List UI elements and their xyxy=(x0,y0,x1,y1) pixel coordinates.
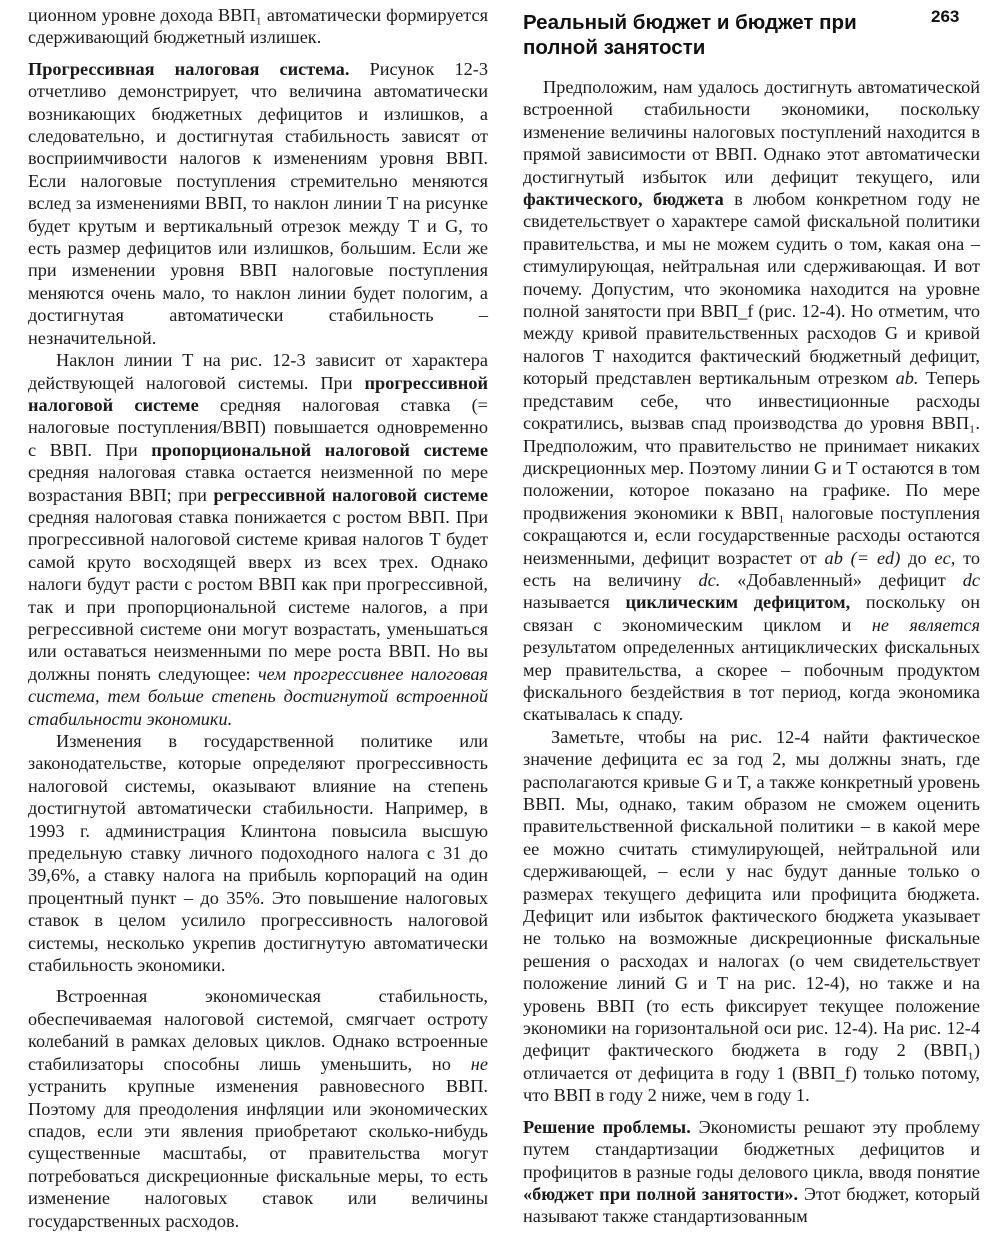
text-run: Экономисты решают эту проблему путем стандартизации бюджетных дефицитов и профицитов в разные годы делового цикла, вводя понятие xyxy=(523,1116,980,1182)
paragraph-policy-changes: Изменения в государственной политике или законодательстве, которые определяют прогрессивность налоговой системы, оказывают влияние на степень достигнутой автоматически стабильности. Например, в 1993 г. администрация Клинтона повысила высшую предельную ставку личного подоходного налога с 31 до 39,6%, а ставку налога на прибыль корпораций на один процентный пункт – до 35%. Это повышение налоговых ставок в целом усилило прогрессивность налоговой системы, несколько укрепив достигнутую автоматически стабильность экономики. xyxy=(28,731,488,976)
term-cyclical-deficit: циклическим дефицитом, xyxy=(625,592,851,613)
paragraph-text: Рисунок 12-3 отчетливо демонстрирует, что величина автоматически возникающих бюджетных дефицитов и излишков, а следовательно, и достигнутая стабильность зависят от восприимчивости налогов к изменениям уровня ВВП. Если налоговые поступления стремительно меняются вслед за изменениями ВВП, то наклон линии T на рисунке будет крутым и вертикальный отрезок между T и G, то есть размер дефицитов или излишков, большим. Если же при изменении уровня ВВП налоговые поступления меняются очень мало, то наклон линии будет пологим, а достигнутая автоматически стабильность – незначительной. xyxy=(28,58,488,348)
runin-heading-solution: Решение проблемы. xyxy=(523,1116,691,1137)
segment-ab-ed: ab (= ed) xyxy=(824,547,901,568)
segment-ec: ec, xyxy=(934,547,956,568)
term-progressive-tax: прогрессивной налоговой системе xyxy=(28,372,488,415)
term-full-employment-budget: «бюджет при полной занятости». xyxy=(523,1183,799,1204)
segment-ab: ab. xyxy=(895,368,919,389)
right-column xyxy=(523,76,980,1228)
text-run: то есть на величину xyxy=(523,547,981,590)
section-heading: Реальный бюджет и бюджет при полной занятости xyxy=(523,11,857,59)
runin-heading-progressive-tax: Прогрессивная налоговая система. xyxy=(28,58,350,79)
text-run: называется xyxy=(523,592,610,613)
emphasis-conclusion: чем прогрессивнее налоговая система, тем больше степень достигнутой встроенной стабильности экономики. xyxy=(28,663,488,729)
paragraph-progressive-tax xyxy=(28,58,488,349)
text-run: до xyxy=(908,547,927,568)
paragraph-solution xyxy=(523,1116,980,1228)
paragraph-continuation: ционном уровне дохода ВВП₁ автоматически формируется сдерживающий бюджетный излишек. xyxy=(28,5,488,48)
text-run: средняя налоговая ставка понижается с ростом ВВП. При прогрессивной налоговой системе кривая налогов T будет самой круто восходящей вверх из всех трех. Однако налоги будут расти с ростом ВВП как при прогрессивной, так и при пропорциональной системе налогов, а при регрессивной системе они могут возрастать, уменьшаться или оставаться неизменными по мере роста ВВП. Но вы должны понять следующее: xyxy=(28,506,488,684)
emphasis-is-not: не является xyxy=(871,614,981,635)
text-run: результатом определенных антициклических фискальных мер правительства, а скорее – побочным продуктом фискального бездействия в тот период, когда экономика скатывалась к спаду. xyxy=(523,637,980,725)
paragraph-actual-budget xyxy=(523,76,980,726)
paragraph-note-deficit: Заметьте, чтобы на рис. 12-4 найти фактическое значение дефицита ec за год 2, мы должны знать, где располагаются кривые G и T, а также конкретный уровень ВВП. Мы, однако, таким образом не сможем оценить правительственной фискальной политики – в какой мере ее можно считать стимулирующей, нейтральной или сдерживающей, – если у нас будут данные только о размерах текущего дефицита или профицита бюджета. Дефицит или избыток фактического бюджета указывает не только на возможные дискреционные фискальные решения о расходах и налогах (о чем свидетельствует положение линий G и T на рис. 12-4), но также и на уровень ВВП (то есть фиксирует текущее положение экономики на горизонтальной оси рис. 12-4). На рис. 12-4 дефицит фактического бюджета в году 2 (ВВП₁) отличается от дефицита в году 1 (ВВП_f) только потому, что ВВП в году 2 ниже, чем в году 1. xyxy=(523,726,980,1106)
text-run: «Добавленный» дефицит xyxy=(737,569,946,590)
term-proportional-tax: пропорциональной налоговой системе xyxy=(151,439,488,460)
text-run: Теперь представим себе, что инвестиционные расходы сократились, вызвав спад производства до уровня ВВП₁. Предположим, что правительство не принимает никаких дискреционных мер. Поэтому линии G и T остаются в том положении, которое показано на графике. По мере продвижения экономики к ВВП₁ налоговые поступления сокращаются и, если государственные расходы остаются неизменными, дефицит возрастет от xyxy=(523,368,980,568)
paragraph-builtin-stability xyxy=(28,985,488,1231)
text-run: средняя налоговая ставка (= налоговые поступления/ВВП) повышается одновременно с ВВП. При xyxy=(28,394,488,460)
text-run: в любом конкретном году не свидетельствует о характере самой фискальной политики правительства, и мы не можем судить о том, какая она – стимулирующая, нейтральная или сдерживающая. И вот почему. Допустим, что экономика находится на уровне полной занятости при ВВП_f (рис. 12-4). Но отметим, что между кривой правительственных расходов G и кривой налогов T находится фактический бюджетный дефицит, который представлен вертикальным отрезком xyxy=(523,189,980,389)
segment-dc: dc. xyxy=(698,569,721,590)
paragraph-slope-t xyxy=(28,349,488,730)
text-run: Наклон линии T на рис. 12-3 зависит от характера действующей налоговой системы. При xyxy=(28,350,488,393)
term-regressive-tax: регрессивной налоговой системе xyxy=(213,484,488,505)
segment-dc-2: dc xyxy=(962,569,981,590)
left-column xyxy=(28,4,488,1232)
text-run: Предположим, нам удалось достигнуть автоматической встроенной стабильности экономики, поскольку изменение величины налоговых поступлений находится в прямой зависимости от ВВП. Однако этот автоматически достигнутый избыток или дефицит текущего, или xyxy=(523,77,980,187)
emphasis-not: не xyxy=(470,1053,488,1074)
text-run: Этот бюджет, который называют также стандартизованным xyxy=(523,1183,980,1227)
page-number: 263 xyxy=(931,7,960,26)
text-run: средняя налоговая ставка остается неизменной по мере возрастания ВВП; при xyxy=(28,462,488,505)
text-run: Встроенная экономическая стабильность, обеспечиваемая налоговой системой, смягчает остроту колебаний в рамках деловых циклов. Однако встроенные стабилизаторы способны лишь уменьшить, но xyxy=(28,986,488,1074)
text-run: устранить крупные изменения равновесного ВВП. Поэтому для преодоления инфляции или экономических спадов, если эти явления приобретают сколько-нибудь существенные масштабы, от правительства могут потребоваться дискреционные фискальные меры, то есть изменение налоговых ставок или величины государственных расходов. xyxy=(28,1076,488,1231)
term-actual-budget: фактического, бюджета xyxy=(523,189,724,210)
text-run: поскольку он связан с экономическим циклом и xyxy=(523,592,980,635)
